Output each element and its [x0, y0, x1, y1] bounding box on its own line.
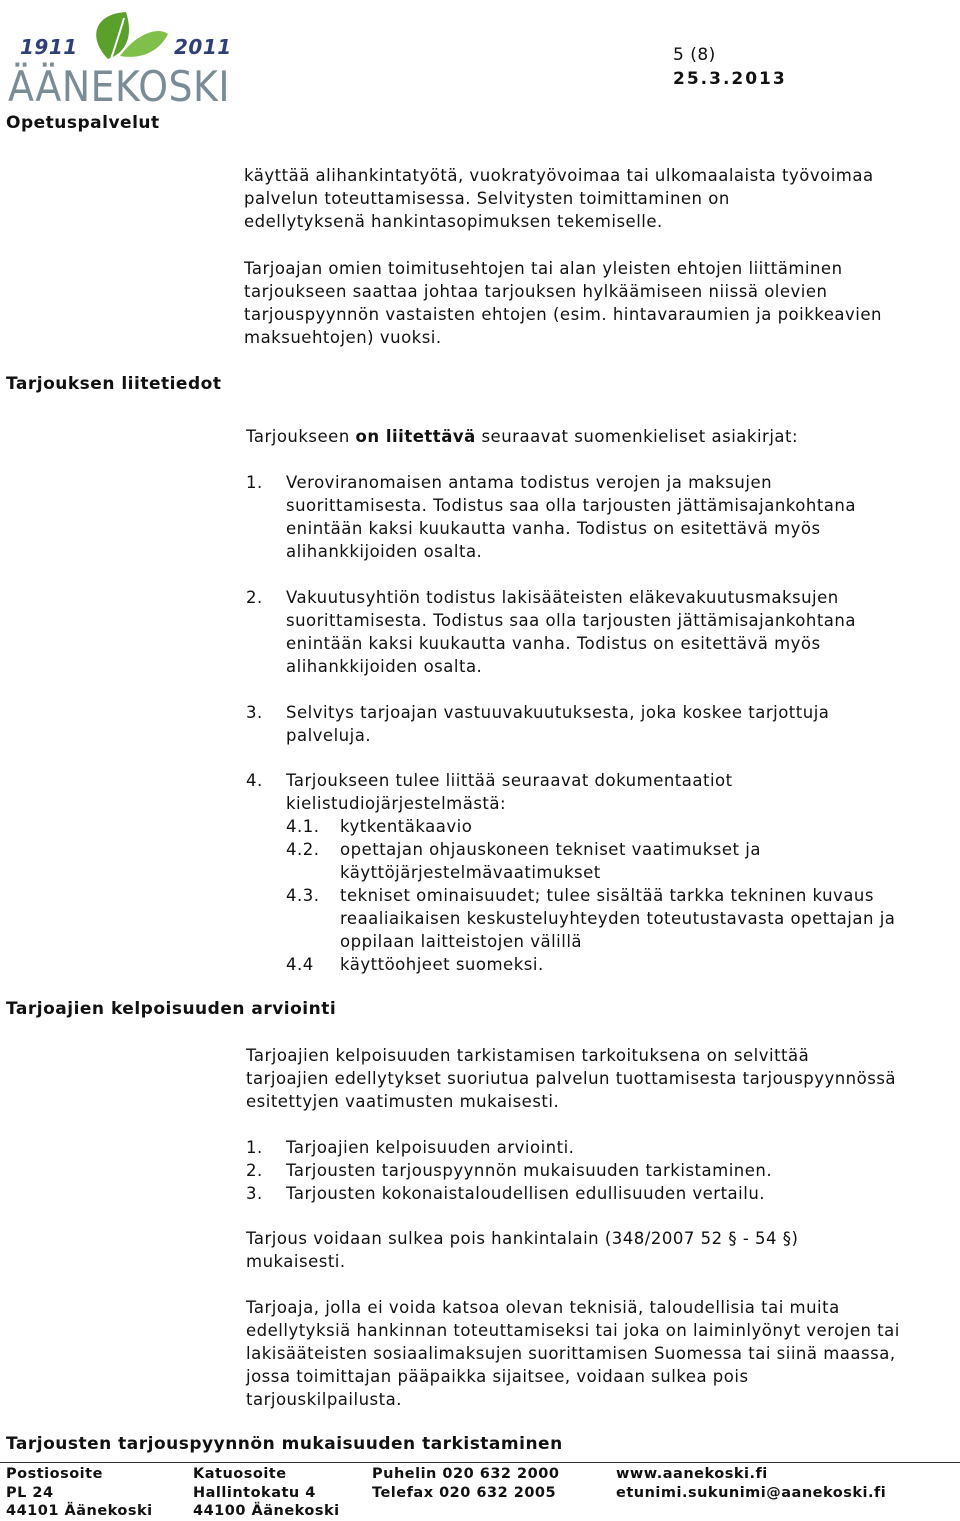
list-item-line: enintään kaksi kuukautta vanha. Todistus on esitettävä myös — [286, 634, 821, 653]
text-line: mukaisesti. — [246, 1252, 346, 1271]
sublist-item-line: kytkentäkaavio — [340, 817, 473, 836]
list-number: 2. — [246, 1161, 263, 1180]
footer-email-link[interactable]: etunimi.sukunimi@aanekoski.fi — [616, 1485, 887, 1501]
list-item-line: Tarjoukseen tulee liittää seuraavat dokumentaatiot — [286, 771, 733, 790]
list-item-line: enintään kaksi kuukautta vanha. Todistus on esitettävä myös — [286, 519, 821, 538]
list-item-line: Selvitys tarjoajan vastuuvakuutuksesta, joka koskee tarjottuja — [286, 703, 830, 722]
intro-text: Tarjoukseen — [246, 427, 356, 446]
footer-street-city: 44100 Äänekoski — [193, 1503, 340, 1519]
list-number: 1. — [246, 1138, 263, 1157]
text-line: edellytyksiä hankinnan toteuttamiseksi tai joka on laiminlyönyt verojen tai — [246, 1321, 900, 1340]
footer-postal-city: 44101 Äänekoski — [6, 1503, 153, 1519]
page-number: 5 (8) — [673, 45, 716, 65]
text-line: Tarjoajien kelpoisuuden tarkistamisen tarkoituksena on selvittää — [246, 1046, 810, 1065]
footer-fax: Telefax 020 632 2005 — [372, 1485, 557, 1501]
sublist-number: 4.4 — [286, 955, 314, 974]
list-number: 3. — [246, 703, 263, 722]
sublist-number: 4.1. — [286, 817, 320, 836]
list-item-line: Tarjousten tarjouspyynnön mukaisuuden tarkistaminen. — [286, 1161, 773, 1180]
sublist-item-line: reaaliaikaisen keskusteluyhteyden toteutustavasta opettajan ja — [340, 909, 896, 928]
document-date: 25.3.2013 — [673, 69, 787, 89]
list-number: 2. — [246, 588, 263, 607]
sublist-item-line: käyttöjärjestelmävaatimukset — [340, 863, 601, 882]
sublist-item-line: oppilaan laitteistojen välillä — [340, 932, 583, 951]
list-number: 3. — [246, 1184, 263, 1203]
text-line: esitettyjen vaatimusten mukaisesti. — [246, 1092, 560, 1111]
list-item-line: suorittamisesta. Todistus saa olla tarjousten jättämisajankohtana — [286, 496, 856, 515]
svg-text:ÄÄNEKOSKI: ÄÄNEKOSKI — [8, 62, 233, 108]
attachments-intro — [246, 425, 798, 448]
list-number: 1. — [246, 473, 263, 492]
text-line: lakisääteisten sosiaalimaksujen suorittamisen Suomessa tai siinä maassa, — [246, 1344, 896, 1363]
footer-divider — [0, 1462, 960, 1463]
text-line: palvelun toteuttamisessa. Selvitysten toimittaminen on — [244, 189, 730, 208]
section-heading-qualification: Tarjoajien kelpoisuuden arviointi — [6, 999, 337, 1019]
footer-website-link[interactable]: www.aanekoski.fi — [616, 1466, 768, 1482]
list-item-line: palveluja. — [286, 726, 372, 745]
leaf-logo-icon — [8, 4, 233, 108]
svg-text:1911: 1911 — [20, 35, 78, 59]
text-line: käyttää alihankintatyötä, vuokratyövoimaa tai ulkomaalaista työvoimaa — [244, 166, 874, 185]
footer-street-label: Katuosoite — [193, 1466, 287, 1482]
list-item-line: alihankkijoiden osalta. — [286, 542, 483, 561]
sublist-item-line: käyttöohjeet suomeksi. — [340, 955, 544, 974]
sublist-number: 4.2. — [286, 840, 320, 859]
list-item-line: suorittamisesta. Todistus saa olla tarjousten jättämisajankohtana — [286, 611, 856, 630]
footer-street: Hallintokatu 4 — [193, 1485, 316, 1501]
list-item-line: alihankkijoiden osalta. — [286, 657, 483, 676]
text-line: tarjouspyynnön vastaisten ehtojen (esim. hintavaraumien ja poikkeavien — [244, 305, 882, 324]
list-item-line: Vakuutusyhtiön todistus lakisääteisten eläkevakuutusmaksujen — [286, 588, 839, 607]
intro-text: seuraavat suomenkieliset asiakirjat: — [475, 427, 799, 446]
text-line: maksuehtojen) vuoksi. — [244, 328, 442, 347]
text-line: jossa toimittajan pääpaikka sijaitsee, voidaan sulkea pois — [246, 1367, 749, 1386]
text-line: Tarjoaja, jolla ei voida katsoa olevan teknisiä, taloudellisia tai muita — [246, 1298, 840, 1317]
section-heading-conformity: Tarjousten tarjouspyynnön mukaisuuden tarkistaminen — [6, 1434, 563, 1454]
footer-phone: Puhelin 020 632 2000 — [372, 1466, 560, 1482]
text-line: tarjouskilpailusta. — [246, 1390, 402, 1409]
text-line: edellytyksenä hankintasopimuksen tekemiselle. — [244, 212, 663, 231]
text-line: Tarjous voidaan sulkea pois hankintalain (348/2007 52 § - 54 §) — [246, 1229, 799, 1248]
text-line: tarjoukseen saattaa johtaa tarjouksen hylkäämiseen niissä olevien — [244, 282, 828, 301]
sublist-item-line: opettajan ohjauskoneen tekniset vaatimukset ja — [340, 840, 761, 859]
municipal-logo — [8, 4, 233, 108]
text-line: Tarjoajan omien toimitusehtojen tai alan yleisten ehtojen liittäminen — [244, 259, 843, 278]
svg-text:2011: 2011 — [174, 35, 232, 59]
footer-postal-label: Postiosoite — [6, 1466, 103, 1482]
list-number: 4. — [246, 771, 263, 790]
list-item-line: Tarjoajien kelpoisuuden arviointi. — [286, 1138, 575, 1157]
sublist-number: 4.3. — [286, 886, 320, 905]
text-line: tarjoajien edellytykset suoriutua palvelun tuottamisesta tarjouspyynnössä — [246, 1069, 897, 1088]
intro-emphasis: on liitettävä — [355, 427, 476, 446]
list-item-line: Tarjousten kokonaistaloudellisen edullisuuden vertailu. — [286, 1184, 766, 1203]
sublist-item-line: tekniset ominaisuudet; tulee sisältää tarkka tekninen kuvaus — [340, 886, 874, 905]
department-name: Opetuspalvelut — [6, 113, 160, 133]
list-item-line: kielistudiojärjestelmästä: — [286, 794, 507, 813]
list-item-line: Veroviranomaisen antama todistus verojen ja maksujen — [286, 473, 773, 492]
section-heading-attachments: Tarjouksen liitetiedot — [6, 374, 222, 394]
footer-postal-box: PL 24 — [6, 1485, 54, 1501]
